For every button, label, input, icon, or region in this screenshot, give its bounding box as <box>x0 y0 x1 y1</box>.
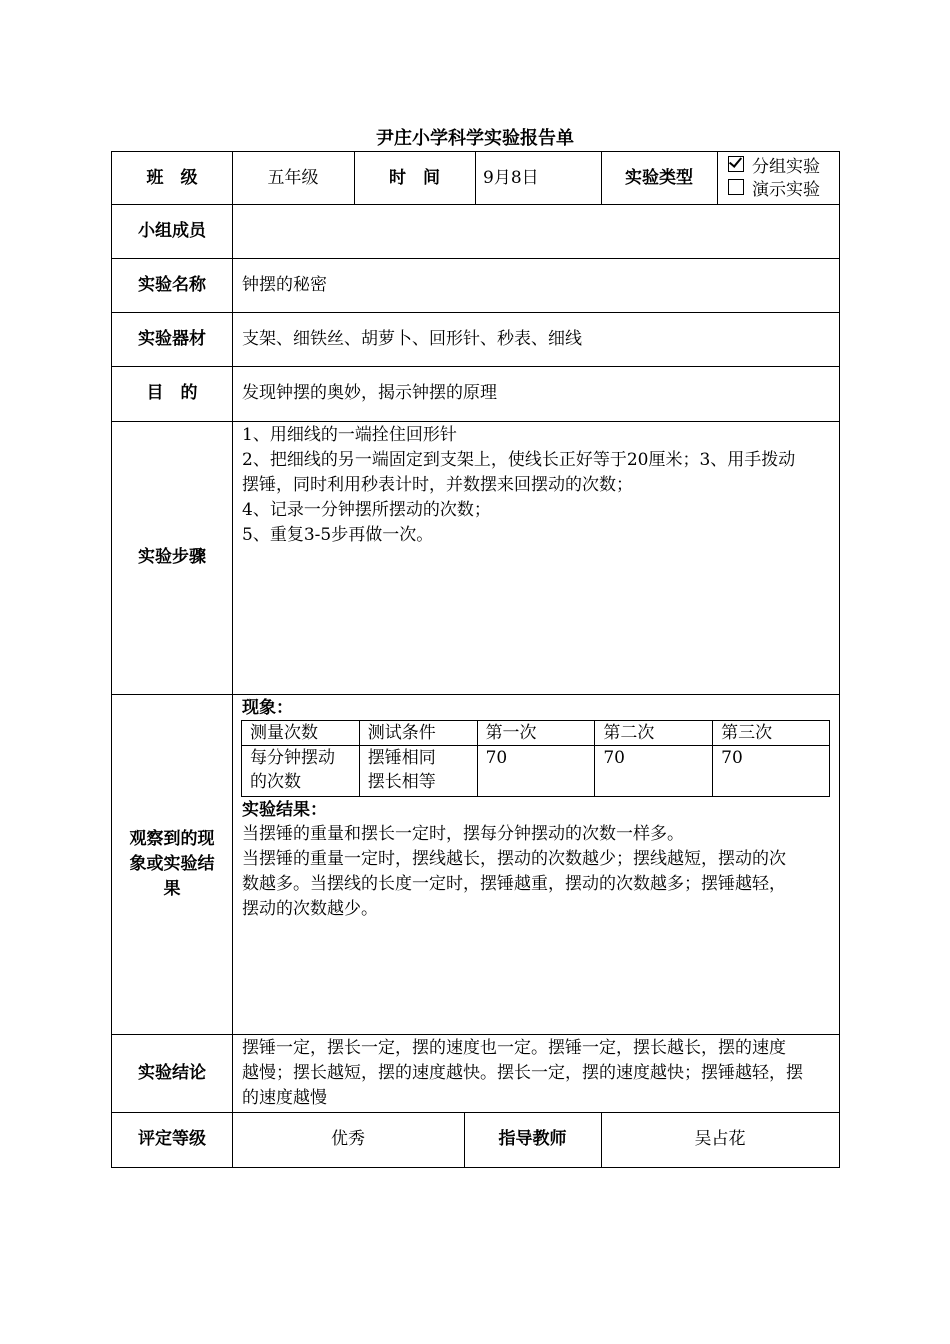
members-value <box>232 204 840 259</box>
table-header-row <box>242 721 830 746</box>
conclusion-label: 实验结论 <box>111 1034 233 1113</box>
type-option-demo[interactable] <box>728 175 820 199</box>
report-title: 尹庄小学科学实验报告单 <box>376 128 574 149</box>
time-value: 9月8日 <box>475 151 602 205</box>
conclusion-line: 的速度越慢 <box>242 1088 327 1108</box>
table-cell-line: 摆长相等 <box>367 772 436 792</box>
members-label: 小组成员 <box>111 204 233 259</box>
table-cell-line: 的次数 <box>250 772 301 792</box>
conclusion-line: 摆锤一定，摆长一定，摆的速度也一定。摆锤一定，摆长越长，摆的速度 <box>242 1038 786 1058</box>
step-line: 摆锤，同时利用秒表计时，并数摆来回摆动的次数； <box>242 475 633 495</box>
step-line: 1、用细线的一端拴住回形针 <box>242 425 457 445</box>
step-line: 4、记录一分钟摆所摆动的次数； <box>242 500 491 520</box>
class-label: 班 级 <box>111 151 233 205</box>
time-label: 时 间 <box>354 151 476 205</box>
table-header: 第一次 <box>477 721 595 746</box>
observation-label-line: 观察到的现 <box>129 828 215 849</box>
class-value: 五年级 <box>232 151 355 205</box>
result-line: 摆动的次数越少。 <box>242 899 378 919</box>
experiment-name-label: 实验名称 <box>111 258 233 313</box>
step-line: 2、把细线的另一端固定到支架上，使线长正好等于20厘米；3、用手拨动 <box>242 450 796 470</box>
table-row <box>242 746 830 797</box>
checkbox-unchecked-icon[interactable] <box>728 179 744 195</box>
teacher-value: 吴占花 <box>601 1112 840 1168</box>
table-header: 测试条件 <box>359 721 477 746</box>
result-line: 数越多。当摆线的长度一定时，摆锤越重，摆动的次数越多；摆锤越轻， <box>242 874 786 894</box>
result-line: 当摆锤的重量和摆长一定时，摆每分钟摆动的次数一样多。 <box>242 824 684 844</box>
table-cell-line: 摆锤相同 <box>367 748 436 768</box>
type-label: 实验类型 <box>601 151 718 205</box>
purpose-label: 目 的 <box>111 366 233 422</box>
result-line: 当摆锤的重量一定时，摆线越长，摆动的次数越少；摆线越短，摆动的次 <box>242 849 786 869</box>
observation-label-line: 果 <box>163 878 181 899</box>
table-cell-third: 70 <box>713 746 830 797</box>
teacher-label: 指导教师 <box>464 1112 602 1168</box>
purpose-value: 发现钟摆的奥妙，揭示钟摆的原理 <box>232 366 840 422</box>
grade-label: 评定等级 <box>111 1112 233 1168</box>
table-header: 第三次 <box>713 721 830 746</box>
grade-value: 优秀 <box>232 1112 465 1168</box>
checkbox-checked-icon[interactable] <box>728 156 744 172</box>
observation-table <box>241 720 830 797</box>
table-cell-line: 每分钟摆动 <box>250 748 335 768</box>
result-content <box>242 822 836 922</box>
observation-label-line: 象或实验结 <box>129 853 215 874</box>
observation-label <box>111 694 233 1035</box>
result-label: 实验结果： <box>242 800 327 820</box>
equipment-value: 支架、细铁丝、胡萝卜、回形针、秒表、细线 <box>232 312 840 367</box>
table-cell-measure <box>242 746 360 797</box>
step-line: 5、重复3-5步再做一次。 <box>242 525 434 545</box>
steps-content <box>232 421 840 695</box>
type-option-label: 演示实验 <box>752 179 820 200</box>
equipment-label: 实验器材 <box>111 312 233 367</box>
table-header: 第二次 <box>595 721 713 746</box>
table-cell-second: 70 <box>595 746 713 797</box>
phenomenon-label: 现象： <box>242 698 293 718</box>
table-cell-first: 70 <box>477 746 595 797</box>
type-option-label: 分组实验 <box>752 156 820 177</box>
table-cell-condition <box>359 746 477 797</box>
conclusion-line: 越慢；摆长越短，摆的速度越快。摆长一定，摆的速度越快；摆锤越轻，摆 <box>242 1063 803 1083</box>
conclusion-content <box>232 1034 840 1113</box>
steps-label: 实验步骤 <box>111 421 233 695</box>
table-header: 测量次数 <box>242 721 360 746</box>
type-option-group[interactable] <box>728 152 820 176</box>
experiment-name-value: 钟摆的秘密 <box>232 258 840 313</box>
